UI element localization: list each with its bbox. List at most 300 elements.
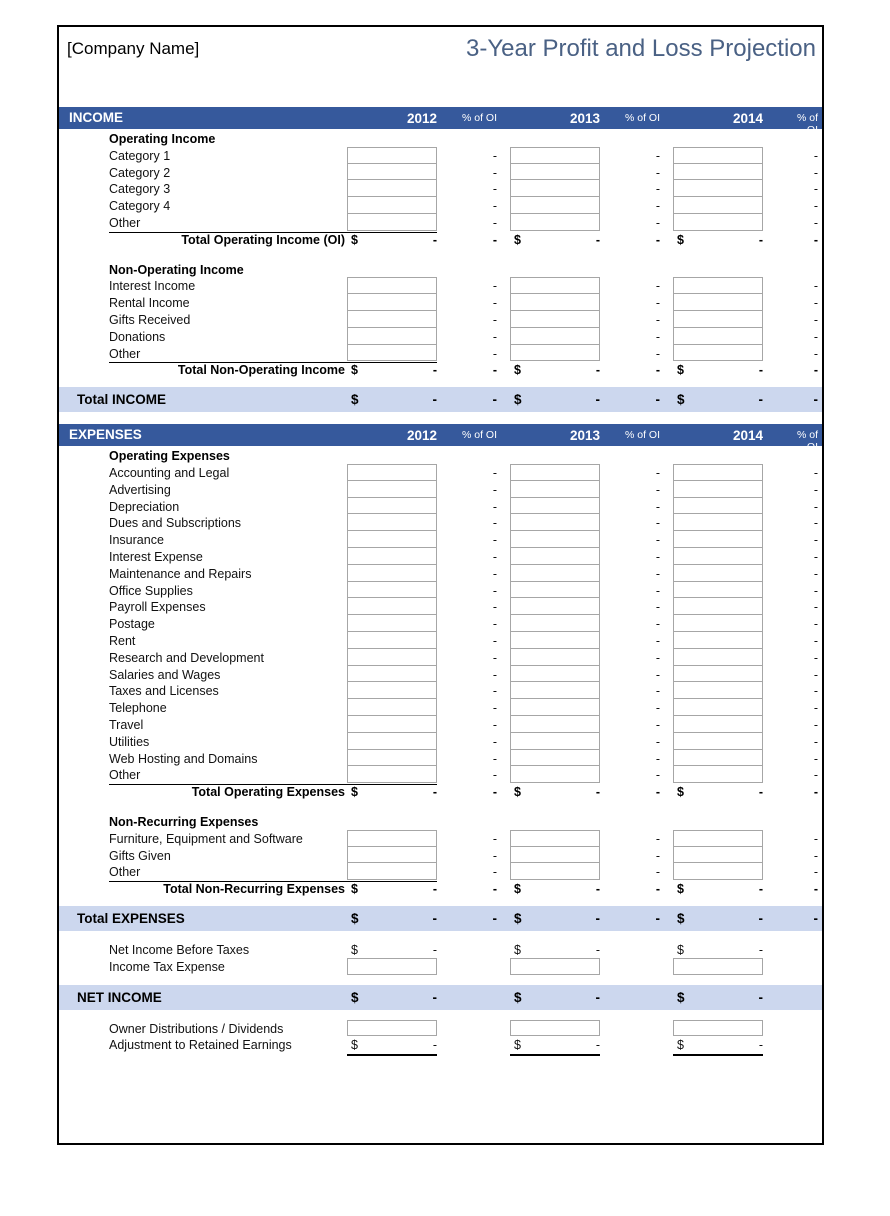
subtotal-pct-value: -	[492, 882, 497, 897]
input-cell[interactable]	[510, 164, 600, 181]
row-label: Rent	[109, 634, 136, 648]
input-cell[interactable]	[510, 666, 600, 683]
input-cell[interactable]	[510, 750, 600, 767]
pct-value: -	[492, 734, 497, 749]
row-label: Other	[109, 346, 141, 361]
input-cell[interactable]	[347, 514, 437, 531]
input-cell[interactable]	[510, 180, 600, 197]
input-cell[interactable]	[347, 750, 437, 767]
income-section-header	[59, 107, 822, 136]
subtotal-value: -	[432, 232, 437, 247]
pct-value: -	[655, 831, 660, 846]
input-cell[interactable]	[673, 582, 763, 599]
input-cell[interactable]	[347, 531, 437, 548]
pct-value: -	[492, 667, 497, 682]
input-cell[interactable]	[347, 716, 437, 733]
pct-value: -	[655, 734, 660, 749]
currency-symbol: $	[514, 911, 522, 926]
input-cell[interactable]	[347, 682, 437, 699]
pct-value: -	[813, 684, 818, 699]
pct-value: -	[492, 701, 497, 716]
input-cell[interactable]	[347, 311, 437, 328]
currency-symbol: $	[514, 785, 521, 800]
total-value: -	[432, 911, 437, 926]
input-cell[interactable]	[673, 464, 763, 481]
currency-symbol: $	[351, 392, 359, 408]
pct-value: -	[655, 482, 660, 497]
pct-value: -	[492, 182, 497, 197]
input-cell[interactable]	[510, 294, 600, 311]
total-pct-value: -	[655, 392, 660, 408]
input-cell[interactable]	[673, 1020, 763, 1037]
pct-value: -	[492, 482, 497, 497]
pct-value: -	[492, 650, 497, 665]
currency-symbol: $	[351, 232, 358, 247]
input-cell[interactable]	[510, 632, 600, 649]
input-cell[interactable]	[510, 733, 600, 750]
subtotal-pct-value: -	[492, 785, 497, 800]
column-header-year: 2014	[732, 428, 763, 444]
column-header-year: 2013	[569, 111, 600, 126]
currency-symbol: $	[351, 363, 358, 378]
pct-value: -	[655, 634, 660, 648]
currency-symbol: $	[677, 232, 684, 247]
row-label: Interest Income	[109, 279, 196, 294]
subtotal-value: -	[595, 232, 600, 247]
row-label: Dues and Subscriptions	[109, 516, 242, 531]
row-label: Other	[109, 865, 141, 880]
subtotal-value: -	[595, 882, 600, 897]
pct-value: -	[813, 296, 818, 311]
input-cell[interactable]	[673, 180, 763, 197]
input-cell[interactable]	[510, 498, 600, 515]
input-cell[interactable]	[347, 615, 437, 632]
input-cell[interactable]	[510, 311, 600, 328]
input-cell[interactable]	[673, 766, 763, 783]
input-cell[interactable]	[673, 328, 763, 345]
pct-value: -	[813, 751, 818, 766]
total-value: -	[758, 392, 763, 408]
row-label: Other	[109, 216, 141, 230]
column-header-pct: % of OI	[796, 429, 818, 454]
subsection-header: Operating Expenses	[109, 449, 230, 464]
input-cell[interactable]	[673, 649, 763, 666]
input-cell[interactable]	[347, 345, 437, 362]
total-income-row	[59, 387, 822, 412]
input-cell[interactable]	[510, 847, 600, 864]
row-label: Research and Development	[109, 650, 264, 665]
subtotal-value: -	[758, 232, 763, 247]
row-label: Adjustment to Retained Earnings	[109, 1038, 292, 1053]
pct-value: -	[492, 865, 497, 880]
input-cell[interactable]	[347, 958, 437, 975]
row-label: Travel	[109, 718, 144, 732]
expenses-section-header	[59, 424, 822, 454]
input-cell[interactable]	[347, 863, 437, 880]
input-cell[interactable]	[673, 847, 763, 864]
input-cell[interactable]	[510, 548, 600, 565]
pct-value: -	[813, 165, 818, 180]
column-header-year: 2013	[569, 428, 600, 444]
pct-value: -	[813, 617, 818, 632]
column-header-year: 2014	[732, 111, 763, 126]
input-cell[interactable]	[673, 164, 763, 181]
input-cell[interactable]	[347, 464, 437, 481]
input-cell[interactable]	[510, 682, 600, 699]
input-cell[interactable]	[673, 345, 763, 362]
input-cell[interactable]	[673, 531, 763, 548]
pct-value: -	[655, 583, 660, 598]
total-value: -	[595, 911, 600, 926]
input-cell[interactable]	[347, 481, 437, 498]
input-cell[interactable]	[510, 514, 600, 531]
pct-value: -	[813, 848, 818, 863]
input-cell[interactable]	[673, 514, 763, 531]
row-label: Insurance	[109, 533, 164, 548]
input-cell[interactable]	[673, 277, 763, 294]
input-cell[interactable]	[510, 830, 600, 847]
input-cell[interactable]	[510, 766, 600, 783]
pct-value: -	[813, 768, 818, 783]
input-cell[interactable]	[347, 180, 437, 197]
section-header-label: INCOME	[69, 110, 123, 125]
row-label: Maintenance and Repairs	[109, 566, 252, 581]
pct-value: -	[813, 313, 818, 327]
pct-value: -	[655, 296, 660, 311]
row-label: Taxes and Licenses	[109, 684, 219, 699]
pct-value: -	[492, 533, 497, 548]
pct-value: -	[813, 466, 818, 480]
input-cell[interactable]	[673, 830, 763, 847]
input-cell[interactable]	[673, 733, 763, 750]
currency-symbol: $	[677, 989, 685, 1005]
input-cell[interactable]	[673, 699, 763, 716]
pct-value: -	[813, 583, 818, 598]
subtotal-pct-value: -	[655, 232, 660, 247]
row-label: Income Tax Expense	[109, 959, 225, 974]
total-value: -	[595, 989, 600, 1005]
pct-value: -	[813, 148, 818, 163]
pct-value: -	[655, 684, 660, 699]
input-cell[interactable]	[510, 598, 600, 615]
row-label: Interest Expense	[109, 550, 203, 564]
pct-value: -	[492, 499, 497, 514]
subtotal-pct-value: -	[813, 882, 818, 897]
row-label: Office Supplies	[109, 583, 193, 598]
input-cell[interactable]	[510, 277, 600, 294]
input-cell[interactable]	[347, 147, 437, 164]
input-cell[interactable]	[510, 197, 600, 214]
currency-symbol: $	[677, 785, 684, 800]
pct-value: -	[492, 634, 497, 648]
subtotal-pct-value: -	[655, 882, 660, 897]
subtotal-pct-value: -	[492, 232, 497, 247]
input-cell[interactable]	[510, 615, 600, 632]
pct-value: -	[813, 718, 818, 732]
input-cell[interactable]	[510, 345, 600, 362]
input-cell[interactable]	[510, 649, 600, 666]
currency-symbol: $	[677, 943, 684, 957]
pct-value: -	[655, 600, 660, 615]
total-pct-value: -	[492, 392, 497, 408]
currency-symbol: $	[351, 989, 359, 1005]
subsection-header: Non-Recurring Expenses	[109, 815, 259, 829]
input-cell[interactable]	[347, 1020, 437, 1037]
row-label: Salaries and Wages	[109, 667, 221, 682]
input-cell[interactable]	[673, 214, 763, 231]
row-label: Advertising	[109, 482, 171, 497]
subtotal-pct-value: -	[813, 785, 818, 800]
input-cell[interactable]	[510, 582, 600, 599]
pct-value: -	[813, 499, 818, 514]
total-row-label: Total INCOME	[77, 392, 166, 408]
net-before-taxes-value: -	[595, 943, 600, 957]
row-label: Category 4	[109, 199, 171, 214]
double-underline	[347, 1054, 437, 1056]
subtotal-pct-value: -	[492, 363, 497, 378]
row-label: Rental Income	[109, 296, 190, 311]
pct-value: -	[813, 734, 818, 749]
currency-symbol: $	[677, 363, 684, 378]
pct-value: -	[813, 831, 818, 846]
input-cell[interactable]	[673, 598, 763, 615]
input-cell[interactable]	[347, 565, 437, 582]
pct-value: -	[655, 701, 660, 716]
input-cell[interactable]	[347, 666, 437, 683]
row-label: Web Hosting and Domains	[109, 751, 258, 766]
input-cell[interactable]	[673, 958, 763, 975]
row-label: Depreciation	[109, 499, 180, 514]
subsection-header: Non-Operating Income	[109, 262, 244, 277]
input-cell[interactable]	[673, 197, 763, 214]
pct-value: -	[655, 148, 660, 163]
pct-value: -	[655, 533, 660, 548]
subtotal-pct-value: -	[813, 363, 818, 378]
input-cell[interactable]	[673, 565, 763, 582]
pct-value: -	[813, 701, 818, 716]
pct-value: -	[492, 718, 497, 732]
input-cell[interactable]	[510, 958, 600, 975]
pct-value: -	[655, 550, 660, 564]
pct-value: -	[655, 165, 660, 180]
subtotal-pct-value: -	[655, 785, 660, 800]
input-cell[interactable]	[510, 716, 600, 733]
column-header-pct: % of OI	[461, 429, 497, 442]
subtotal-pct-value: -	[813, 232, 818, 247]
input-cell[interactable]	[347, 766, 437, 783]
pct-value: -	[655, 182, 660, 197]
pct-value: -	[492, 296, 497, 311]
currency-symbol: $	[351, 943, 358, 957]
input-cell[interactable]	[510, 481, 600, 498]
row-label: Furniture, Equipment and Software	[109, 831, 303, 846]
subtotal-label: Total Non-Operating Income	[177, 363, 345, 378]
currency-symbol: $	[677, 392, 685, 408]
column-header-pct: % of OI	[624, 112, 660, 124]
total-value: -	[595, 392, 600, 408]
pct-value: -	[813, 566, 818, 581]
pct-value: -	[655, 279, 660, 294]
pct-value: -	[655, 313, 660, 327]
pct-value: -	[492, 466, 497, 480]
column-header-pct: % of OI	[796, 112, 818, 136]
input-cell[interactable]	[673, 548, 763, 565]
input-cell[interactable]	[673, 632, 763, 649]
input-cell[interactable]	[673, 498, 763, 515]
input-cell[interactable]	[347, 548, 437, 565]
input-cell[interactable]	[347, 598, 437, 615]
input-cell[interactable]	[347, 214, 437, 231]
double-underline	[510, 1054, 600, 1056]
input-cell[interactable]	[510, 464, 600, 481]
pct-value: -	[813, 865, 818, 880]
row-label: Accounting and Legal	[109, 466, 230, 480]
input-cell[interactable]	[510, 328, 600, 345]
input-cell[interactable]	[510, 699, 600, 716]
input-cell[interactable]	[347, 328, 437, 345]
input-cell[interactable]	[510, 214, 600, 231]
input-cell[interactable]	[673, 863, 763, 880]
row-label: Net Income Before Taxes	[109, 943, 250, 957]
input-cell[interactable]	[510, 565, 600, 582]
input-cell[interactable]	[673, 147, 763, 164]
row-label: Category 3	[109, 182, 171, 197]
profit-loss-worksheet	[57, 25, 824, 1145]
pct-value: -	[655, 466, 660, 480]
input-cell[interactable]	[347, 277, 437, 294]
worksheet-title-row	[59, 27, 822, 84]
subtotal-value: -	[432, 363, 437, 378]
pct-value: -	[492, 199, 497, 214]
total-pct-value: -	[813, 392, 818, 408]
currency-symbol: $	[351, 785, 358, 800]
retained-earnings-value: -	[595, 1038, 600, 1053]
company-name-field[interactable]: [Company Name]	[67, 39, 200, 58]
pct-value: -	[813, 216, 818, 230]
total-pct-value: -	[492, 911, 497, 926]
input-cell[interactable]	[510, 147, 600, 164]
input-cell[interactable]	[347, 733, 437, 750]
pct-value: -	[492, 600, 497, 615]
retained-earnings-value: -	[432, 1038, 437, 1053]
row-label: Other	[109, 768, 141, 783]
row-label: Donations	[109, 329, 166, 344]
input-cell[interactable]	[347, 164, 437, 181]
total-row-label: Total EXPENSES	[77, 911, 185, 926]
total-expenses-row	[59, 906, 822, 931]
pct-value: -	[813, 482, 818, 497]
row-label: Category 1	[109, 148, 171, 163]
input-cell[interactable]	[347, 699, 437, 716]
pct-value: -	[492, 279, 497, 294]
total-pct-value: -	[813, 911, 818, 926]
pct-value: -	[813, 199, 818, 214]
input-cell[interactable]	[510, 1020, 600, 1037]
pct-value: -	[492, 329, 497, 344]
currency-symbol: $	[677, 911, 685, 926]
row-label: Payroll Expenses	[109, 600, 206, 615]
row-label: Postage	[109, 617, 155, 632]
input-cell[interactable]	[347, 582, 437, 599]
column-header-pct: % of OI	[461, 112, 497, 124]
row-label: Telephone	[109, 701, 167, 716]
subtotal-label: Total Operating Expenses	[191, 785, 345, 800]
pct-value: -	[492, 751, 497, 766]
input-cell[interactable]	[347, 632, 437, 649]
double-underline	[673, 1054, 763, 1056]
section-header-label: EXPENSES	[69, 427, 142, 443]
input-cell[interactable]	[673, 294, 763, 311]
pct-value: -	[813, 182, 818, 197]
pct-value: -	[655, 566, 660, 581]
subtotal-value: -	[432, 785, 437, 800]
input-cell[interactable]	[347, 498, 437, 515]
currency-symbol: $	[351, 882, 358, 897]
pct-value: -	[655, 617, 660, 632]
pct-value: -	[813, 634, 818, 648]
net-before-taxes-value: -	[758, 943, 763, 957]
net-income-row	[59, 985, 822, 1010]
total-value: -	[432, 989, 437, 1005]
input-cell[interactable]	[673, 666, 763, 683]
input-cell[interactable]	[673, 311, 763, 328]
subtotal-label: Total Operating Income (OI)	[181, 232, 345, 247]
total-value: -	[432, 392, 437, 408]
input-cell[interactable]	[673, 682, 763, 699]
subtotal-label: Total Non-Recurring Expenses	[163, 882, 345, 897]
input-cell[interactable]	[347, 830, 437, 847]
input-cell[interactable]	[673, 750, 763, 767]
pct-value: -	[492, 216, 497, 230]
input-cell[interactable]	[347, 294, 437, 311]
subtotal-value: -	[595, 785, 600, 800]
pct-value: -	[655, 329, 660, 344]
pct-value: -	[655, 516, 660, 531]
pct-value: -	[492, 516, 497, 531]
input-cell[interactable]	[673, 481, 763, 498]
pct-value: -	[492, 165, 497, 180]
input-cell[interactable]	[510, 531, 600, 548]
total-pct-value: -	[655, 911, 660, 926]
input-cell[interactable]	[347, 649, 437, 666]
subtotal-value: -	[432, 882, 437, 897]
pct-value: -	[813, 279, 818, 294]
total-value: -	[758, 989, 763, 1005]
pct-value: -	[492, 684, 497, 699]
currency-symbol: $	[677, 882, 684, 897]
currency-symbol: $	[514, 392, 522, 408]
pct-value: -	[492, 831, 497, 846]
subtotal-pct-value: -	[655, 363, 660, 378]
currency-symbol: $	[514, 232, 521, 247]
currency-symbol: $	[514, 943, 521, 957]
pct-value: -	[492, 848, 497, 863]
input-cell[interactable]	[347, 847, 437, 864]
pct-value: -	[655, 865, 660, 880]
input-cell[interactable]	[673, 716, 763, 733]
input-cell[interactable]	[510, 863, 600, 880]
pct-value: -	[655, 667, 660, 682]
row-label: Gifts Received	[109, 313, 191, 327]
subsection-header: Operating Income	[109, 132, 216, 146]
pct-value: -	[492, 566, 497, 581]
pct-value: -	[655, 346, 660, 361]
row-label: Category 2	[109, 165, 171, 180]
input-cell[interactable]	[347, 197, 437, 214]
row-label: Gifts Given	[109, 848, 171, 863]
pct-value: -	[813, 329, 818, 344]
input-cell[interactable]	[673, 615, 763, 632]
